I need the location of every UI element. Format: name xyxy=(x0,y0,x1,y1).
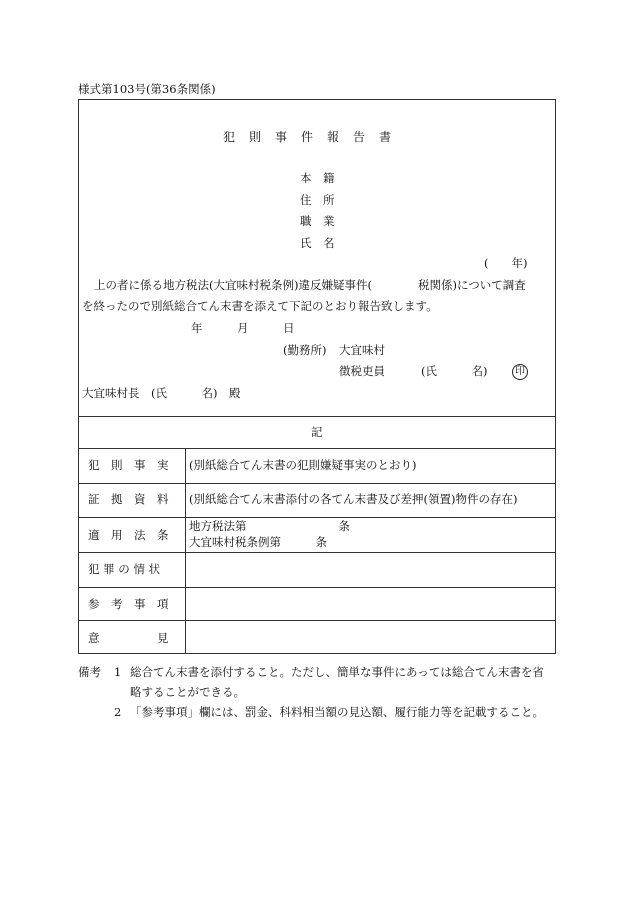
seal-mark xyxy=(512,364,528,380)
field-occupation: 職 業 xyxy=(300,214,335,228)
divider-row4-top xyxy=(79,552,555,553)
divider-ki-top xyxy=(79,416,555,417)
form-title: 犯 則 事 件 報 告 書 xyxy=(223,130,393,144)
body-line-2: を終ったので別紙総合てん末書を添えて下記のとおり報告致します。 xyxy=(82,299,438,313)
note-1-line-1: 総合てん末書を添付すること。ただし、簡単な事件にあっては総合てん末書を省 xyxy=(130,665,544,679)
note-2-line-1: 「参考事項」欄には、罰金、科料相当額の見込額、履行能力等を記載すること。 xyxy=(130,705,544,719)
row-value-violation-facts: (別紙総合てん末書の犯則嫌疑事実のとおり) xyxy=(189,458,417,472)
field-address: 住 所 xyxy=(300,193,335,207)
table-column-divider xyxy=(185,448,186,654)
officer-name: (氏 名) xyxy=(421,364,488,378)
note-2-number: 2 xyxy=(114,705,122,719)
form-number: 様式第103号(第36条関係) xyxy=(78,82,216,96)
ki-heading: 記 xyxy=(311,425,323,439)
date-line: 年 月 日 xyxy=(191,321,295,335)
divider-row5-top xyxy=(79,587,555,588)
addressee: 大宜味村長 (氏 名) 殿 xyxy=(82,386,241,400)
row-value-evidence: (別紙総合てん末書添付の各てん末書及び差押(領置)物件の存在) xyxy=(189,492,518,506)
row-label-evidence: 証 拠 資 料 xyxy=(88,492,169,506)
field-honseki: 本 籍 xyxy=(300,171,335,185)
office-value: 大宜味村 xyxy=(339,343,385,357)
body-line-1: 上の者に係る地方税法(大宜味村税条例)違反嫌疑事件( 税関係)について調査 xyxy=(94,278,526,292)
officer-label: 徴税吏員 xyxy=(339,364,385,378)
note-1-number: 1 xyxy=(114,665,122,679)
note-1-line-2: 略することができる。 xyxy=(130,685,245,699)
row-label-circumstances: 犯 罪 の 情 状 xyxy=(88,562,161,576)
office-label: (勤務所) xyxy=(283,343,327,357)
divider-row3-top xyxy=(79,517,555,518)
row-label-applicable-law: 適 用 法 条 xyxy=(88,528,169,542)
row-label-violation-facts: 犯 則 事 実 xyxy=(88,458,169,472)
year-mark: ( 年) xyxy=(484,256,528,270)
row-value-applicable-law-1: 地方税法第 条 xyxy=(189,519,350,533)
notes-label: 備考 xyxy=(78,665,101,679)
field-name: 氏 名 xyxy=(300,236,335,250)
row-label-opinion: 意 見 xyxy=(88,631,169,645)
divider-row6-top xyxy=(79,620,555,621)
row-value-applicable-law-2: 大宜味村税条例第 条 xyxy=(189,535,327,549)
divider-row2-top xyxy=(79,483,555,484)
row-label-reference: 参 考 事 項 xyxy=(88,597,169,611)
seal-icon: 印 xyxy=(512,364,528,380)
divider-row1-top xyxy=(79,448,555,449)
